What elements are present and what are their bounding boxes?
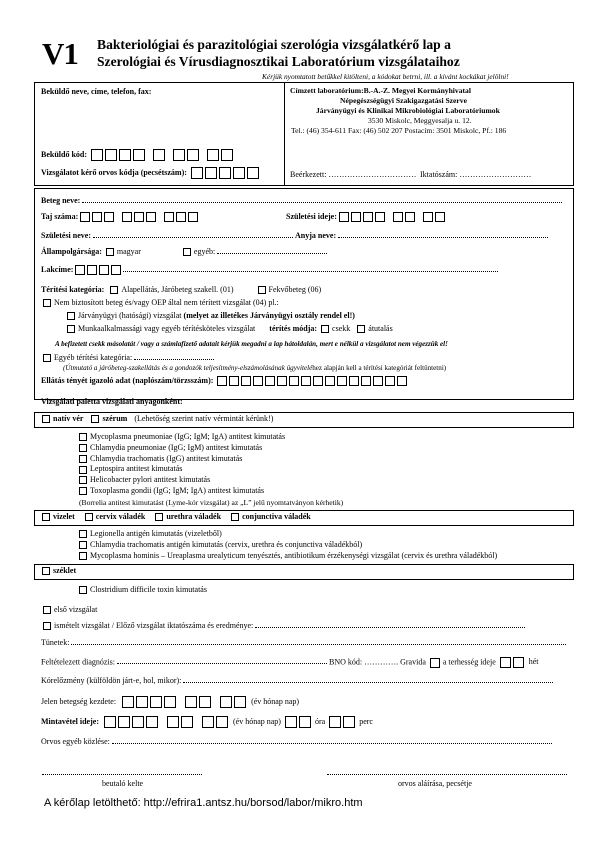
first-exam-label: első vizsgálat xyxy=(54,605,98,614)
sender-code-label: Beküldő kód: xyxy=(41,149,88,159)
addressee-lab: Címzett laboratórium:B.-A.-Z. Megyei Kormányhivatal xyxy=(290,86,471,95)
transfer-checkbox[interactable] xyxy=(357,325,365,333)
payment-method-label: térítés módja: xyxy=(269,324,318,333)
taj-row xyxy=(41,212,198,222)
sampling-hint: (év hónap nap) xyxy=(232,716,281,726)
serum-checkbox[interactable] xyxy=(91,415,99,423)
sampling-minute-boxes[interactable] xyxy=(329,716,355,728)
birthdate-label: Születési ideje: xyxy=(286,212,337,221)
urine-label: vizelet xyxy=(53,512,75,521)
test-checkbox[interactable] xyxy=(79,476,87,484)
group3-options xyxy=(42,566,76,575)
proof-row xyxy=(41,376,407,386)
test-checkbox[interactable] xyxy=(79,444,87,452)
week-label: hét xyxy=(528,657,539,667)
borrelia-note: (Borrelia antitest kimutatást (Lyme-kór vizsgálat) az „L” jelű nyomtatványon kérhetik) xyxy=(79,498,344,507)
addressee-org2: Járványügyi és Klinikai Mikrobiológiai Laboratóriumok xyxy=(316,106,500,115)
inpatient-checkbox[interactable] xyxy=(258,286,266,294)
anamnesis-label: Kórelőzmény (külföldön járt-e, hol, mikor): xyxy=(41,676,182,685)
hour-label: óra xyxy=(314,716,326,726)
check-label: csekk xyxy=(332,324,351,333)
test-item: Helicobacter pylori antitest kimutatás xyxy=(79,475,285,486)
test-item: Mycoplasma hominis – Ureaplasma urealyticum tenyésztés, antibiotikum érzékenységi vizsgálat (cervix és urethra váladékból) xyxy=(79,551,497,562)
urethra-checkbox[interactable] xyxy=(155,513,163,521)
sender-name-label: Beküldő neve, címe, telefon, fax: xyxy=(41,87,152,96)
citizenship-row xyxy=(41,247,327,256)
test-item: Chlamydia trachomatis (IgG) antitest kimutatás xyxy=(79,454,285,465)
first-exam-row xyxy=(43,605,97,614)
diagnosis-label: Feltételezett diagnózis: xyxy=(41,657,115,667)
gravida-checkbox[interactable] xyxy=(430,658,440,668)
date-label: beutaló kelte xyxy=(102,779,144,788)
epidemic-note: (melyet az illetékes Járványügyi osztály rendel el!) xyxy=(183,311,355,320)
test-item: Chlamydia pneumoniae (IgG; IgM) antitest kimutatás xyxy=(79,443,285,454)
citizenship-hungarian-checkbox[interactable] xyxy=(106,248,114,256)
sender-code-boxes[interactable] xyxy=(91,149,233,161)
doctor-code-label: Vizsgálatot kérő orvos kódja (pecsétszám): xyxy=(41,167,187,177)
pregnancy-week-boxes[interactable] xyxy=(500,657,524,668)
registration-label[interactable]: Iktatószám: ……………………… xyxy=(420,170,532,179)
cervix-checkbox[interactable] xyxy=(85,513,93,521)
epidemic-label: Járványügyi (hatósági) vizsgálat xyxy=(78,311,184,320)
sender-name-field[interactable] xyxy=(41,98,279,143)
onset-row xyxy=(41,696,299,708)
citizenship-other-label: egyéb: xyxy=(193,247,216,256)
onset-label: Jelen betegség kezdete: xyxy=(41,696,117,706)
sender-divider xyxy=(284,82,285,186)
not-insured-row xyxy=(43,298,279,307)
other-category-checkbox[interactable] xyxy=(43,354,51,362)
group1-options xyxy=(42,414,273,423)
arrived-label[interactable]: Beérkezett: …………………………… xyxy=(290,170,417,179)
address-row xyxy=(41,265,498,275)
sampling-row xyxy=(41,716,373,728)
addressee-org1: Népegészségügyi Szakigazgatási Szerve xyxy=(340,96,467,105)
group3-items xyxy=(79,585,207,596)
occupational-row xyxy=(67,324,393,333)
minute-label: perc xyxy=(359,716,373,726)
form-title-line2: Szerológiai és Vírusdiagnosztikai Laboratórium vizsgálataihoz xyxy=(97,54,460,69)
test-checkbox[interactable] xyxy=(79,466,87,474)
citizenship-label: Állampolgársága: xyxy=(41,247,102,256)
not-insured-label: Nem biztosított beteg és/vagy OEP által nem térített vizsgálat (04) pl.: xyxy=(54,298,279,307)
date-line[interactable] xyxy=(42,774,202,775)
patient-name-row[interactable] xyxy=(41,196,562,205)
sender-code-row xyxy=(41,149,233,161)
mother-label: Anyja neve: xyxy=(295,231,337,240)
citizenship-other-checkbox[interactable] xyxy=(183,248,191,256)
sampling-label: Mintavétel ideje: xyxy=(41,716,99,726)
proof-boxes[interactable] xyxy=(217,376,407,386)
taj-label: Taj száma: xyxy=(41,212,79,221)
cervix-label: cervix váladék xyxy=(95,512,146,521)
test-checkbox[interactable] xyxy=(79,586,87,594)
sampling-hour-boxes[interactable] xyxy=(285,716,311,728)
payment-note: A befizetett csekk másolatát / vagy a számlafizető adatait kérjük megadni a lap hátoldalán, mert e nélkül a vizsgálatot nem végezzük el! xyxy=(55,340,448,348)
group2-items xyxy=(79,529,497,561)
repeat-exam-checkbox[interactable] xyxy=(43,622,51,630)
signature-label: orvos aláírása, pecsétje xyxy=(398,779,472,788)
epidemic-checkbox[interactable] xyxy=(67,312,75,320)
test-item: Legionella antigén kimutatás (vizeletből) xyxy=(79,529,497,540)
occupational-checkbox[interactable] xyxy=(67,325,75,333)
birthdate-row xyxy=(286,212,445,222)
onset-boxes[interactable] xyxy=(122,696,246,708)
onset-hint: (év hónap nap) xyxy=(251,696,300,706)
native-blood-label: natív vér xyxy=(53,414,84,423)
basic-care-label: Alapellátás, Járóbeteg szakell. (01) xyxy=(121,285,234,294)
diagnosis-field[interactable] xyxy=(117,662,327,664)
other-category-hint: (Útmutató a járóbeteg-szakellátás és a gondozók teljesítmény-elszámolásának ügyviteléhez alapján kell a térítési kategóriát feltüntetni) xyxy=(63,364,447,372)
form-code: V1 xyxy=(42,36,78,71)
zip-boxes[interactable] xyxy=(75,265,121,275)
symptoms-label: Tünetek: xyxy=(41,638,70,647)
conjunctiva-label: conjunctiva váladék xyxy=(242,512,311,521)
inpatient-label: Fekvőbeteg (06) xyxy=(268,285,322,294)
doctor-note-row[interactable] xyxy=(41,737,552,746)
pregnancy-label: a terhesség ideje xyxy=(442,657,496,667)
group1-hint: (Lehetőség szerint natív vérmintát kérünk!) xyxy=(134,414,274,423)
tests-section-label: Vizsgálati paletta vizsgálati anyagonként: xyxy=(41,397,183,406)
epidemic-row xyxy=(67,311,355,320)
urine-checkbox[interactable] xyxy=(42,513,50,521)
not-insured-checkbox[interactable] xyxy=(43,299,51,307)
sampling-date-boxes[interactable] xyxy=(104,716,228,728)
stool-checkbox[interactable] xyxy=(42,567,50,575)
birthname-row[interactable] xyxy=(41,231,548,240)
patient-name-label: Beteg neve: xyxy=(41,196,81,205)
payment-category-row xyxy=(41,285,321,294)
test-checkbox[interactable] xyxy=(79,433,87,441)
test-item: Chlamydia trachomatis antigén kimutatás (cervix, urethra és conjunctiva váladékból) xyxy=(79,540,497,551)
urethra-label: urethra váladék xyxy=(166,512,222,521)
proof-label: Ellátás tényét igazoló adat (naplószám/törzsszám): xyxy=(41,376,214,385)
repeat-exam-row xyxy=(43,621,525,630)
test-item: Toxoplasma gondii (IgG; IgM; IgA) antitest kimutatás xyxy=(79,486,285,497)
test-checkbox[interactable] xyxy=(79,552,87,560)
diagnosis-row xyxy=(41,657,539,668)
birthdate-boxes[interactable] xyxy=(339,212,445,222)
other-category-label: Egyéb térítési kategória: xyxy=(54,353,133,362)
group1-items xyxy=(79,432,285,497)
citizenship-hungarian-label: magyar xyxy=(116,247,141,256)
check-checkbox[interactable] xyxy=(321,325,329,333)
address-label: Lakcíme: xyxy=(41,265,74,274)
test-checkbox[interactable] xyxy=(79,541,87,549)
download-link[interactable]: A kérőlap letölthető: http://efrira1.antsz.hu/borsod/labor/mikro.htm xyxy=(44,797,363,809)
addressee-address: 3530 Miskolc, Meggyesalja u. 12. xyxy=(368,116,472,125)
test-checkbox[interactable] xyxy=(79,455,87,463)
other-category-row xyxy=(43,353,214,362)
repeat-exam-label: ismételt vizsgálat / Előző vizsgálat iktatószáma és eredménye: xyxy=(54,621,254,630)
birthname-label: Születési neve: xyxy=(41,231,91,240)
doctor-note-label: Orvos egyéb közlése: xyxy=(41,737,110,746)
test-item: Leptospira antitest kimutatás xyxy=(79,464,285,475)
occupational-label: Munkaalkalmassági vagy egyéb térítésköteles vizsgálat xyxy=(78,324,256,333)
doctor-code-row xyxy=(41,167,259,179)
native-blood-checkbox[interactable] xyxy=(42,415,50,423)
gravida-label: Gravida xyxy=(400,657,426,667)
signature-line[interactable] xyxy=(327,774,567,775)
conjunctiva-checkbox[interactable] xyxy=(231,513,239,521)
group2-options xyxy=(42,512,311,521)
group3-header xyxy=(34,564,574,580)
fill-instruction: Kérjük nyomtatott betűkkel kitölteni, a kódokat betrni, ill. a kívánt kockákat jelölni! xyxy=(262,72,509,81)
form-title-line1: Bakteriológiai és parazitológiai szerológia vizsgálatkérő lap a xyxy=(97,37,451,52)
anamnesis-row[interactable] xyxy=(41,676,553,685)
test-item: Mycoplasma pneumoniae (IgG; IgM; IgA) antitest kimutatás xyxy=(79,432,285,443)
test-item: Clostridium difficile toxin kimutatás xyxy=(79,585,207,596)
basic-care-checkbox[interactable] xyxy=(110,286,118,294)
payment-category-label: Térítési kategória: xyxy=(41,285,105,294)
bno-label[interactable]: BNO kód: …………. xyxy=(328,657,399,667)
test-checkbox[interactable] xyxy=(79,487,87,495)
symptoms-row[interactable] xyxy=(41,638,566,647)
doctor-code-boxes[interactable] xyxy=(191,167,259,179)
serum-label: szérum xyxy=(102,414,128,423)
stool-label: széklet xyxy=(53,566,77,575)
transfer-label: átutalás xyxy=(368,324,393,333)
first-exam-checkbox[interactable] xyxy=(43,606,51,614)
test-checkbox[interactable] xyxy=(79,530,87,538)
addressee-contact: Tel.: (46) 354-611 Fax: (46) 502 207 Postacím: 3501 Miskolc, Pf.: 186 xyxy=(291,126,507,135)
taj-boxes[interactable] xyxy=(80,212,198,222)
